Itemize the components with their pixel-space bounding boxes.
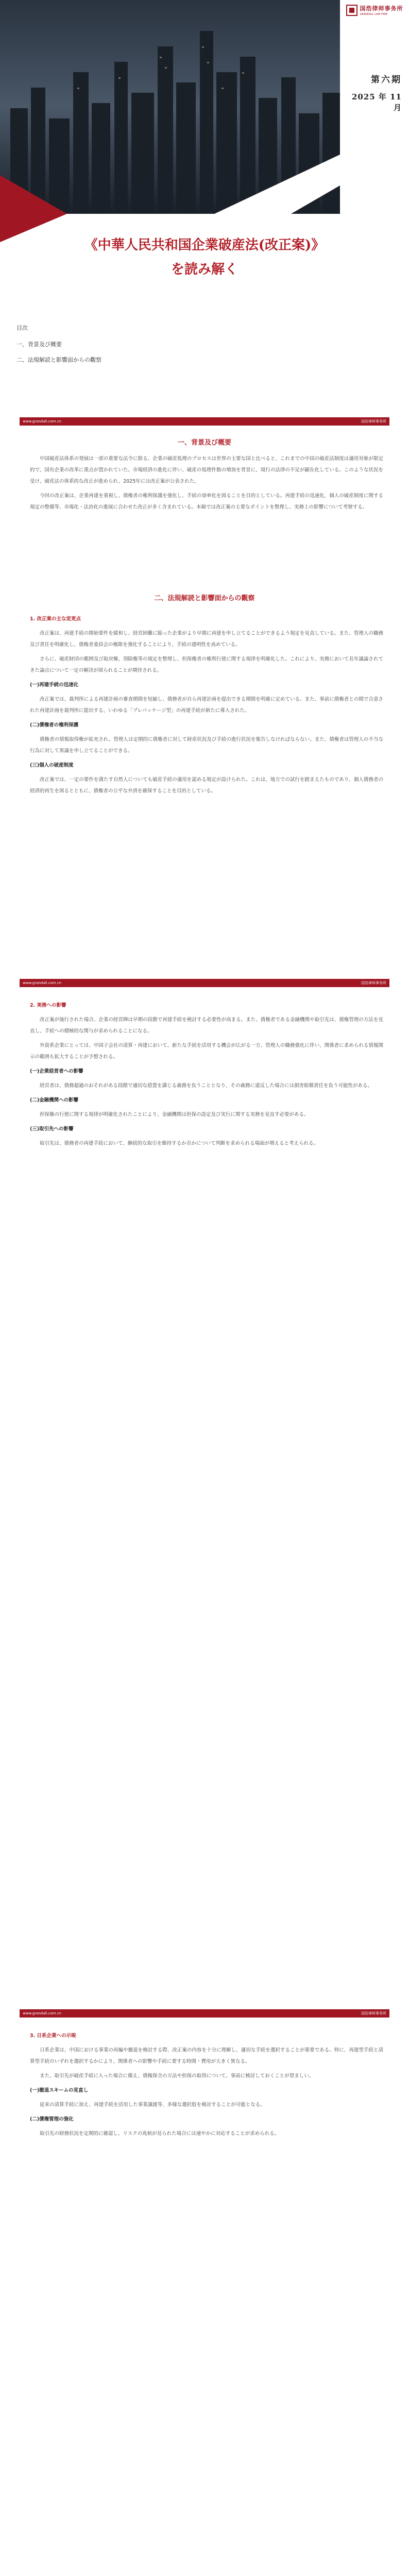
subheading: (一)再建手続の迅速化 — [30, 682, 79, 688]
subheading: 2. 実務への影響 — [30, 1003, 66, 1008]
title-line-1: 《中華人民共和国企業破産法(改正案)》 — [84, 238, 325, 253]
bar-url[interactable]: www.grandall.com.cn — [23, 2011, 62, 2015]
paragraph: また、取引先が破産手続に入った場合に備え、債権保全の方法や担保の取得について、事前に検討しておくことが望ましい。 — [40, 2073, 314, 2079]
section-heading: 一、背景及び概要 — [177, 439, 231, 447]
firm-logo — [346, 4, 403, 16]
bar-firm: 国浩律师事务所 — [361, 419, 386, 423]
bar-url[interactable]: www.grandall.com.cn — [23, 419, 62, 423]
bar-url[interactable]: www.grandall.com.cn — [23, 981, 62, 985]
firm-logo-icon — [346, 5, 357, 16]
hero — [0, 0, 409, 417]
subheading: (三)取引先への影響 — [30, 1126, 74, 1132]
firm-name-en: GRANDALL LAW FIRM — [360, 13, 387, 16]
paragraph: 外資系企業にとっては、中国子会社の清算・再建において、新たな手続を活用する機会が広がる一方、管理人の職務強化に伴い、関係者に求められる情報開示の範囲も拡大することが予想される。 — [30, 1043, 383, 1060]
section-bar — [20, 979, 389, 987]
subheading: (一)企業経営者への影響 — [30, 1069, 83, 1074]
issue-info — [347, 72, 402, 113]
subheading: (三)個人の破産制度 — [30, 762, 74, 768]
bar-firm: 国浩律师事务所 — [361, 981, 386, 985]
paragraph: 日系企業は、中国における事業の再編や撤退を検討する際、改正案の内容を十分に理解し、適切な手続を選択することが重要である。特に、再建型手続と清算型手続のいずれを選択するかにより、関係者への影響や手続に要する時間・費用が大きく異なる。 — [30, 2047, 383, 2064]
subheading: (一)撤退スキームの見直し — [30, 2088, 89, 2093]
bar-firm: 国浩律师事务所 — [361, 2011, 386, 2015]
section-body — [30, 611, 383, 800]
paragraph: さらに、破産財団の範囲及び取戻権、別除権等の規定を整理し、担保権者の権利行使に関する規律を明確化した。これにより、実務において長年議論されてきた論点について一定の解決が図られることが期待される。 — [30, 656, 383, 673]
toc-item[interactable]: 二、法規解読と影響面からの觀察 — [16, 357, 101, 363]
paragraph: 債権者の情報取得権が拡充され、管理人は定期的に債権者に対して財産状況及び手続の進行状況を報告しなければならない。また、債権者は管理人の不当な行為に対して異議を申し立てることができる。 — [30, 737, 383, 754]
table-of-contents — [16, 324, 101, 371]
section-body — [30, 453, 383, 516]
subheading: (二)債権管理の強化 — [30, 2116, 74, 2122]
firm-name-cn: 国浩律师事务所 — [360, 5, 403, 12]
section-bar — [20, 2009, 389, 2018]
article-title — [0, 234, 409, 278]
subheading: 1. 改正案の主な変更点 — [30, 616, 81, 622]
red-decoration — [0, 155, 340, 242]
issue-date: 2025 年 11 月 — [351, 92, 402, 112]
section-body — [30, 2027, 383, 2143]
section-body — [30, 997, 383, 1153]
paragraph: 取引先は、債務者の再建手続において、継続的な取引を維持するか否かについて判断を求められる場面が増えると考えられる。 — [40, 1141, 319, 1146]
paragraph: 経営者は、債務超過のおそれがある段階で適切な措置を講じる義務を負うこととなり、その義務に違反した場合には損害賠償責任を負う可能性がある。 — [40, 1083, 373, 1089]
paragraph: 改正案では、一定の要件を満たす自然人についても破産手続の適用を認める規定が設けられた。これは、地方での試行を踏まえたものであり、個人債務者の経済的再生を図るとともに、債権者の公平な弁済を確保することを目的としている。 — [30, 777, 383, 794]
subheading: (二)金融機関への影響 — [30, 1097, 79, 1103]
paragraph: 改正案は、再建手続の開始要件を緩和し、経営困難に陥った企業がより早期に再建を申し立てることができるよう規定を見直している。また、管理人の職務及び責任を明確化し、債権者委員会の権限を強化することにより、手続の透明性を高めている。 — [30, 631, 383, 648]
toc-item[interactable]: 一、背景及び概要 — [16, 341, 62, 348]
paragraph: 担保権の行使に関する規律が明確化されたことにより、金融機関は担保の設定及び実行に関する実務を見直す必要がある。 — [40, 1112, 309, 1117]
paragraph: 中国破産法体系の発展は一部の重要な法令に限る。企業の破産処理のプロセスは世界の主要な国と比べると、これまでの中国の破産法制度は適用対象が限定的で、国有企業の改革に重点が置かれていた。市場経済の進化に伴い、破産の処理件数の増加を背景に、現行の法律の不足が顕在化している。このような状況を受け、破産法の体系的な改正が進められ、2025年には改正案が公表された。 — [30, 456, 383, 484]
paragraph: 取引先の財務状況を定期的に確認し、リスクの兆候が見られた場合には速やかに対応することが求められる。 — [40, 2131, 280, 2137]
paragraph: 今回の改正案は、企業再建を重視し、債権者の権利保護を強化し、手続の効率化を図ることを目的としている。再建手続の迅速化、個人の破産制度に関する規定の整備等、市場化・法治化の進展に合わせた改正が多く含まれている。本稿では改正案の主要なポイントを整理し、実務上の影響について考察する。 — [30, 493, 383, 510]
section-bar — [20, 417, 389, 426]
paragraph: 改正案が施行された場合、企業の経営陣は早期の段階で再建手続を検討する必要性が高まる。また、債権者である金融機関や取引先は、債権管理の方法を見直し、手続への積極的な関与が求められることになる。 — [30, 1017, 383, 1034]
paragraph: 従来の清算手続に加え、再建手続を活用した事業譲渡等、多様な選択肢を検討することが可能となる。 — [40, 2102, 265, 2108]
subheading: 3. 日系企業への示唆 — [30, 2033, 76, 2039]
issue-number: 第六期 — [371, 75, 402, 85]
paragraph: 改正案では、裁判所による再建計画の審査期間を短縮し、債務者が自ら再建計画を提出できる期間を明確に定めている。また、事前に債権者との間で合意された再建計画を裁判所に提出する、いわゆる「プレパッケージ型」の再建手続が新たに導入された。 — [30, 697, 383, 714]
header-logo-area — [340, 0, 409, 72]
toc-label: 目次 — [16, 325, 28, 331]
title-line-2: を読み解く — [171, 262, 238, 277]
section-heading: 二、法規解読と影響面からの觀察 — [154, 595, 255, 602]
subheading: (二)債権者の権利保護 — [30, 722, 79, 728]
